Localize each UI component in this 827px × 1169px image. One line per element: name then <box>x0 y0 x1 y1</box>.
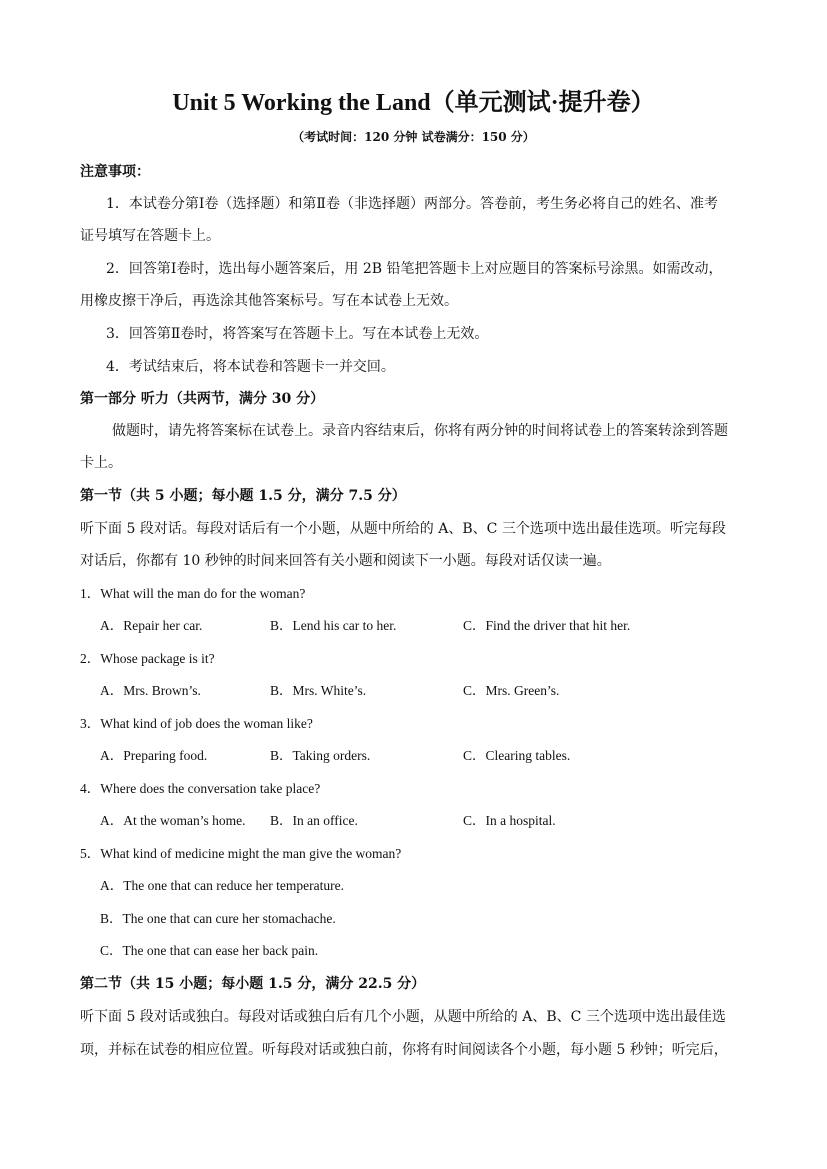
part1-intro-line-1: 做题时，请先将答案标在试卷上。录音内容结束后，你将有两分钟的时间将试卷上的答案转涂到答题 <box>112 423 728 439</box>
question-3-option-b: B．Taking orders. <box>270 748 371 763</box>
exam-info: （考试时间：120 分钟 试卷满分：150 分） <box>292 130 535 144</box>
note-3: 3．回答第Ⅱ卷时，将答案写在答题卡上。写在本试卷上无效。 <box>106 326 489 342</box>
question-3-stem: 3．What kind of job does the woman like? <box>80 716 313 731</box>
note-1-line-1: 1．本试卷分第Ⅰ卷（选择题）和第Ⅱ卷（非选择题）两部分。答卷前，考生务必将自己的姓名、准考 <box>106 196 718 212</box>
question-4-option-b: B．In an office. <box>270 813 358 828</box>
section1-intro-line-2: 对话后，你都有 10 秒钟的时间来回答有关小题和阅读下一小题。每段对话仅读一遍。 <box>80 553 611 569</box>
question-3-option-c: C．Clearing tables. <box>463 748 571 763</box>
question-1-option-a: A．Repair her car. <box>100 618 203 633</box>
section1-intro-line-1: 听下面 5 段对话。每段对话后有一个小题，从题中所给的 A、B、C 三个选项中选出最佳选项。听完每段 <box>80 521 726 537</box>
question-4-option-a: A．At the woman’s home. <box>100 813 246 828</box>
question-1-option-b: B．Lend his car to her. <box>270 618 397 633</box>
section2-heading: 第二节（共 15 小题；每小题 1.5 分，满分 22.5 分） <box>80 976 426 992</box>
question-5-option-a: A．The one that can reduce her temperature. <box>100 878 345 893</box>
part1-heading: 第一部分 听力（共两节，满分 30 分） <box>80 391 325 407</box>
question-4-stem: 4．Where does the conversation take place? <box>80 781 321 796</box>
question-2-option-c: C．Mrs. Green’s. <box>463 683 560 698</box>
note-2-line-2: 用橡皮擦干净后，再选涂其他答案标号。写在本试卷上无效。 <box>80 293 458 309</box>
question-2-stem: 2．Whose package is it? <box>80 651 215 666</box>
note-2-line-1: 2．回答第Ⅰ卷时，选出每小题答案后，用 2B 铅笔把答题卡上对应题目的答案标号涂黑。如需改动， <box>106 261 723 277</box>
question-4-option-c: C．In a hospital. <box>463 813 556 828</box>
page-title: Unit 5 Working the Land（单元测试·提升卷） <box>172 90 655 116</box>
section2-intro-line-2: 项，并标在试卷的相应位置。听每段对话或独白前，你将有时间阅读各个小题，每小题 5 秒钟；听完后， <box>80 1042 728 1058</box>
note-1-line-2: 证号填写在答题卡上。 <box>80 228 220 244</box>
question-5-stem: 5．What kind of medicine might the man give the woman? <box>80 846 402 861</box>
question-2-option-a: A．Mrs. Brown’s. <box>100 683 201 698</box>
question-5-option-c: C．The one that can ease her back pain. <box>100 943 319 958</box>
part1-intro-line-2: 卡上。 <box>80 455 122 471</box>
section2-intro-line-1: 听下面 5 段对话或独白。每段对话或独白后有几个小题，从题中所给的 A、B、C 三个选项中选出最佳选 <box>80 1009 726 1025</box>
notes-heading: 注意事项： <box>80 164 150 180</box>
question-1-stem: 1．What will the man do for the woman? <box>80 586 306 601</box>
question-5-option-b: B．The one that can cure her stomachache. <box>100 911 336 926</box>
question-1-option-c: C．Find the driver that hit her. <box>463 618 631 633</box>
note-4: 4．考试结束后，将本试卷和答题卡一并交回。 <box>106 359 395 375</box>
question-2-option-b: B．Mrs. White’s. <box>270 683 367 698</box>
section1-heading: 第一节（共 5 小题；每小题 1.5 分，满分 7.5 分） <box>80 488 406 504</box>
question-3-option-a: A．Preparing food. <box>100 748 208 763</box>
